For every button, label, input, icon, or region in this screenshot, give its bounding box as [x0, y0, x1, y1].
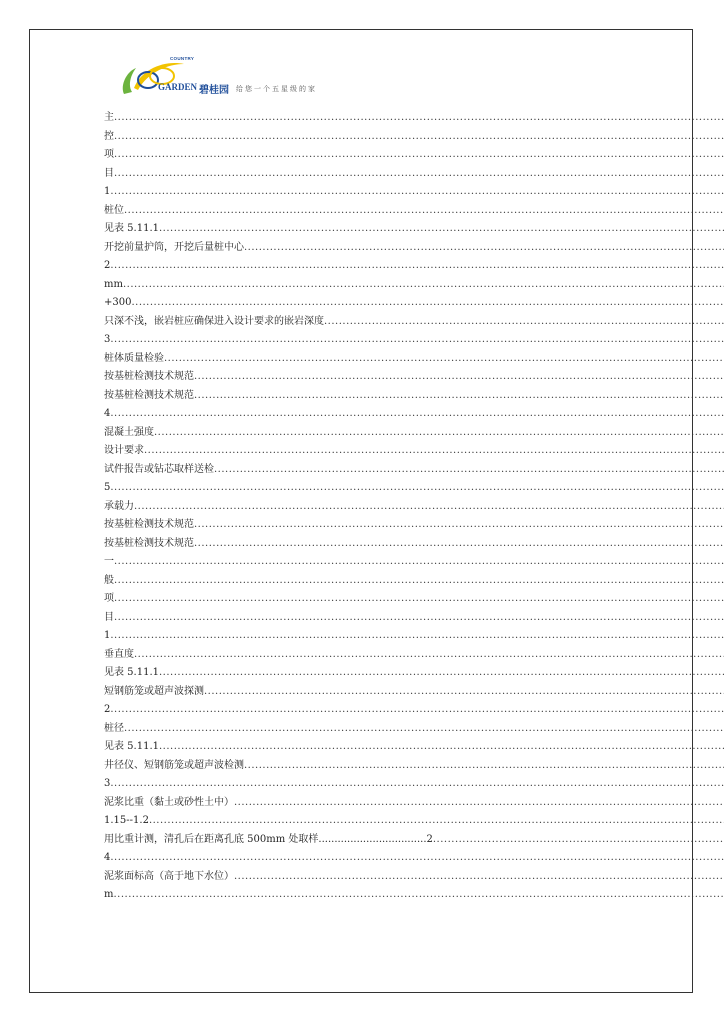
line-text: 见表 5.11.1: [104, 741, 159, 752]
line-text: m: [104, 889, 114, 900]
line-text: 般: [104, 574, 114, 586]
document-lines: [104, 109, 724, 905]
document-line: [104, 535, 724, 554]
document-line: [104, 350, 724, 369]
line-text: 控: [104, 130, 114, 142]
line-text: 见表 5.11.1: [104, 667, 159, 678]
document-line: [104, 720, 724, 739]
line-text: 4: [104, 852, 111, 863]
logo-brand-chinese: 碧桂园: [199, 85, 229, 96]
document-line: [104, 146, 724, 165]
logo-swoosh-icon: [118, 58, 188, 98]
document-line: [104, 165, 724, 184]
document-line: [104, 424, 724, 443]
line-text: 项: [104, 593, 114, 604]
document-line: [104, 257, 724, 276]
line-text: 项: [104, 149, 114, 160]
document-line: [104, 479, 724, 498]
line-suffix: 2: [426, 833, 433, 845]
document-line: [104, 220, 724, 239]
line-text: 试件报告或钻芯取样送检: [104, 463, 214, 475]
line-text: 只深不浅，嵌岩桩应确保进入设计要求的嵌岩深度: [104, 315, 324, 327]
document-line: [104, 831, 724, 850]
document-line: [104, 738, 724, 757]
logo-slogan: 给您一个五星级的家: [236, 85, 317, 93]
document-line: [104, 313, 724, 332]
line-text: 主: [104, 112, 114, 123]
document-line: [104, 294, 724, 313]
document-line: [104, 442, 724, 461]
line-text: 按基桩检测技术规范: [104, 537, 194, 549]
country-garden-logo: [118, 56, 358, 100]
line-text: 开挖前量护筒，开挖后量桩中心: [104, 241, 244, 253]
line-text: 按基桩检测技术规范: [104, 519, 194, 530]
line-text: 混凝土强度: [104, 426, 154, 438]
line-text: 目: [104, 611, 114, 623]
document-line: [104, 609, 724, 628]
line-text: 井径仪、短钢筋笼或超声波检测: [104, 759, 244, 771]
line-text: 1: [104, 186, 111, 197]
document-line: [104, 553, 724, 572]
document-line: [104, 812, 724, 831]
line-text: 泥浆比重（黏土或砂性土中）: [104, 796, 234, 808]
line-text: 1.15--1.2: [104, 815, 149, 826]
line-text: 2: [104, 704, 111, 715]
line-text: 泥浆面标高（高于地下水位）: [104, 870, 234, 882]
document-line: [104, 646, 724, 665]
line-text: 目: [104, 167, 114, 179]
document-line: [104, 775, 724, 794]
document-line: [104, 109, 724, 128]
document-line: [104, 590, 724, 609]
line-text: 1: [104, 630, 111, 641]
line-text: 4: [104, 408, 111, 419]
line-text: 2: [104, 260, 111, 271]
document-line: [104, 405, 724, 424]
line-text: 用比重计测，清孔后在距离孔底 500mm 处取样: [104, 833, 319, 845]
line-text: 一: [104, 556, 114, 567]
line-text: 垂直度: [104, 648, 134, 660]
document-line: [104, 627, 724, 646]
document-line: [104, 849, 724, 868]
document-line: [104, 757, 724, 776]
logo-garden-text: GARDEN: [158, 82, 198, 92]
line-text: 3: [104, 778, 111, 789]
line-text: 桩位: [104, 204, 124, 216]
document-line: [104, 683, 724, 702]
line-text: 桩径: [104, 722, 124, 734]
line-text: 短钢筋笼或超声波探测: [104, 685, 204, 697]
line-text: 3: [104, 334, 111, 345]
document-line: [104, 387, 724, 406]
line-text: 5: [104, 482, 111, 493]
document-line: [104, 461, 724, 480]
line-text: 按基桩检测技术规范: [104, 371, 194, 382]
line-text: 桩体质量检验: [104, 352, 164, 364]
document-line: [104, 331, 724, 350]
document-line: [104, 516, 724, 535]
line-text: 按基桩检测技术规范: [104, 389, 194, 401]
document-line: [104, 664, 724, 683]
document-line: [104, 794, 724, 813]
line-text: 见表 5.11.1: [104, 223, 159, 234]
line-text: +300: [104, 297, 132, 308]
document-line: [104, 368, 724, 387]
document-line: [104, 498, 724, 517]
line-text: 承载力: [104, 500, 134, 512]
document-line: [104, 572, 724, 591]
line-text: mm: [104, 278, 123, 290]
logo-country-text: COUNTRY: [170, 56, 195, 61]
document-line: [104, 202, 724, 221]
document-line: [104, 868, 724, 887]
document-line: [104, 886, 724, 905]
document-line: [104, 276, 724, 295]
document-line: [104, 183, 724, 202]
document-line: [104, 701, 724, 720]
document-line: [104, 128, 724, 147]
document-line: [104, 239, 724, 258]
line-leader-dots: ..................................: [318, 833, 427, 845]
line-text: 设计要求: [104, 445, 144, 456]
